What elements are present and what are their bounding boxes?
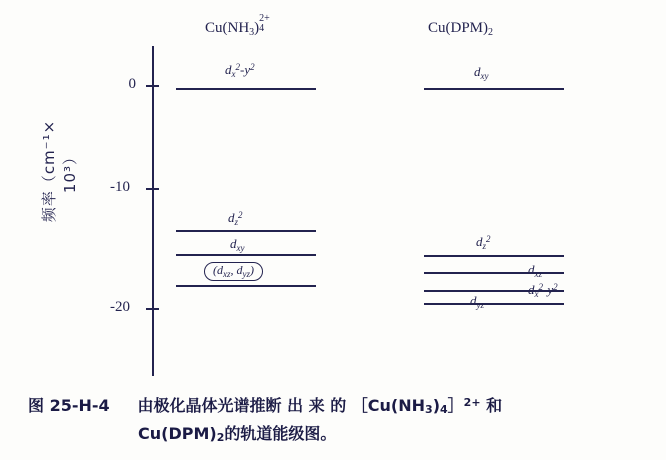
lbl-d: d (225, 62, 232, 77)
lbl-close-paren: ) (250, 263, 254, 277)
y-tick-label-2: -20 (110, 299, 130, 315)
caption-line2 (138, 420, 638, 448)
level-label-dz2-col2 (476, 234, 491, 251)
lbl-sup-2: 2 (486, 234, 491, 244)
column-header-cu-dpm-2 (428, 20, 493, 38)
level-line (176, 285, 316, 287)
lbl-sub-z: z (234, 217, 239, 227)
lbl-sup-2b: 2 (250, 62, 255, 72)
level-line (424, 255, 564, 257)
level-label-dz2-col1 (228, 210, 243, 227)
y-tick-0 (146, 85, 159, 87)
level-line (176, 88, 316, 90)
y-tick-label-0: 0 (128, 76, 136, 92)
level-label-dxy-col2 (474, 64, 489, 81)
lbl-mid: -y (240, 62, 251, 77)
lbl-d: d (470, 293, 477, 308)
level-label-dxy-col1 (230, 236, 245, 253)
caption-line2-a: Cu(DPM) (138, 424, 217, 443)
level-line (424, 303, 564, 305)
lbl-sub-xy: xy (236, 243, 245, 253)
y-tick-label-1: -10 (110, 179, 130, 195)
lbl-d: d (528, 262, 535, 277)
caption-sup-2plus: 2+ (463, 396, 481, 409)
lbl-sup-2: 2 (538, 282, 543, 292)
lbl-sup-2: 2 (238, 210, 243, 220)
header-stacked-charge (259, 14, 270, 34)
caption-line2-b: 的轨道能级图。 (224, 424, 337, 443)
header-paren: ) (254, 20, 260, 36)
lbl-sub-z: z (482, 241, 487, 251)
level-label-dx2y2-col2 (528, 282, 558, 299)
caption-line1-b: ) (432, 396, 440, 415)
lbl-sub-yz: yz (476, 300, 484, 310)
header2-text-pre: Cu(DPM) (428, 20, 489, 36)
level-label-dxz-dyz-col1 (204, 262, 263, 281)
caption-line1-d: 和 (480, 396, 503, 415)
lbl-open-paren: ( (213, 263, 217, 277)
lbl-sub-yz: yz (242, 269, 250, 279)
level-label-dyz-col2 (470, 293, 484, 310)
y-axis-line (152, 46, 154, 376)
lbl-d: d (228, 210, 235, 225)
header-text-pre: Cu(NH (205, 20, 250, 36)
caption-sub-3: 3 (425, 403, 433, 416)
header-sub-3: 3 (249, 27, 255, 38)
lbl-comma: , (230, 263, 237, 277)
y-tick-1 (146, 188, 159, 190)
lbl-d: d (230, 236, 237, 251)
level-label-dxz-col2 (528, 262, 542, 279)
column-header-cu-nh3-4 (205, 14, 270, 38)
figure-caption (28, 392, 638, 448)
lbl-sup-2b: 2 (553, 282, 558, 292)
lbl-sub-xy: xy (480, 71, 489, 81)
y-tick-2 (146, 308, 159, 310)
caption-line1-a: 由极化晶体光谱推断 出 来 的 ［Cu(NH (137, 396, 426, 415)
lbl-d: d (474, 64, 481, 79)
level-line (176, 230, 316, 232)
level-line (424, 272, 564, 274)
caption-line1-c: ］ (447, 396, 464, 415)
lbl-sub-xz: xz (534, 269, 542, 279)
level-line (176, 254, 316, 256)
caption-sub-2: 2 (216, 431, 225, 444)
lbl-sup-2: 2 (235, 62, 240, 72)
lbl-d2: d (236, 263, 243, 277)
header2-sub-2: 2 (488, 27, 494, 38)
level-label-dx2y2-col1 (225, 62, 255, 79)
lbl-sub-x: x (534, 289, 539, 299)
y-axis-title: 频率（cm⁻¹× 10³） (40, 119, 79, 223)
caption-figure-number: 图 25-H-4 (28, 396, 110, 415)
level-line (424, 88, 564, 90)
lbl-mid: -y (543, 282, 554, 297)
caption-sub-4: 4 (440, 403, 448, 416)
header-sup-2plus: 2+ (259, 13, 270, 24)
header-sub-4: 4 (259, 23, 265, 34)
lbl-d: d (476, 234, 483, 249)
lbl-d: d (528, 282, 535, 297)
lbl-d1: d (217, 263, 223, 277)
lbl-sub-x: x (231, 69, 236, 79)
lbl-sub-xz: xz (223, 269, 231, 279)
